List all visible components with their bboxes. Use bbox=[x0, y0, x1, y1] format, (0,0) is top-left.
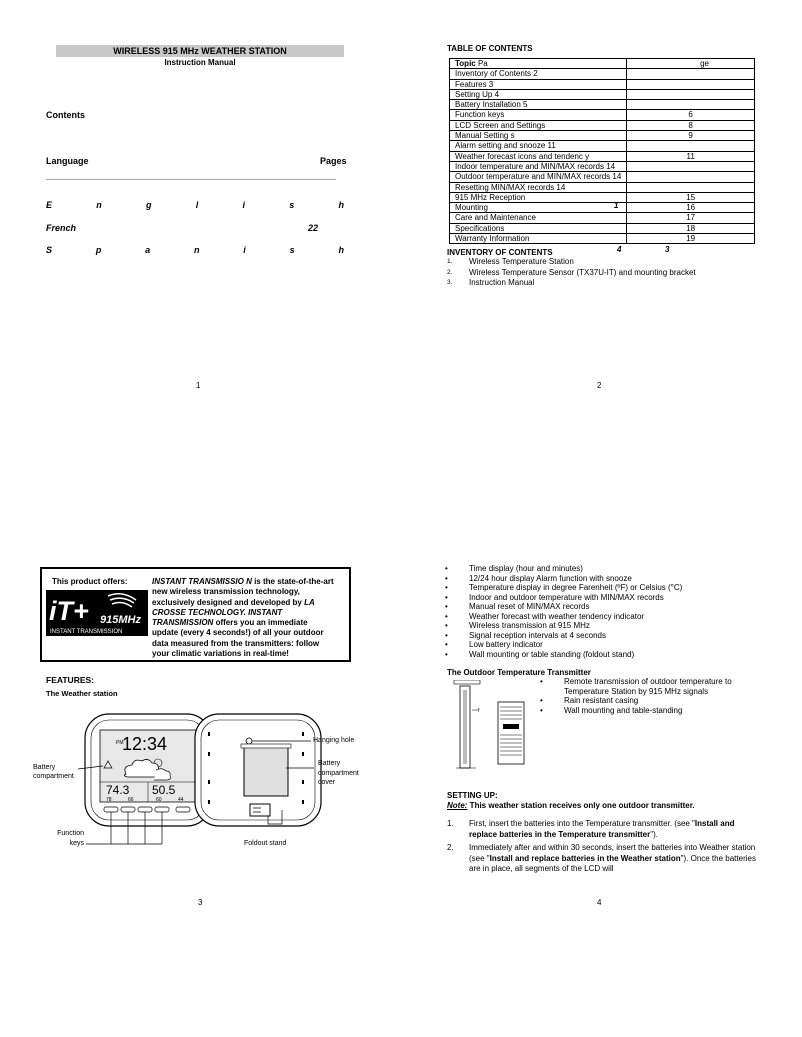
bullet-icon: • bbox=[445, 592, 448, 602]
toc-row bbox=[450, 182, 755, 192]
toc-row bbox=[450, 131, 755, 141]
function-key[interactable] bbox=[138, 807, 152, 812]
toc-topic: Indoor temperature and MIN/MAX records 14 bbox=[450, 161, 627, 171]
bullet-icon: • bbox=[540, 696, 543, 705]
letter: h bbox=[338, 200, 344, 210]
toc-topic: Function keys bbox=[450, 110, 627, 120]
english-row bbox=[46, 200, 344, 210]
step-item: 2. Immediately after and within 30 seconds, insert the batteries into Weather station (see "Install and replace batteries in the Weather station"). Once the batteries are in place, all segments of the LCD will bbox=[447, 843, 756, 873]
toc-page: 11 bbox=[627, 151, 755, 161]
toc-page: 18 bbox=[627, 223, 755, 233]
toc-header-row bbox=[450, 59, 755, 69]
manual-title: WIRELESS 915 MHz WEATHER STATION bbox=[56, 45, 344, 57]
bullet-icon: • bbox=[445, 630, 448, 640]
weather-station-title: The Weather station bbox=[46, 689, 118, 698]
list-item: • Remote transmission of outdoor temperature to Temperature Station by 915 MHz signals bbox=[540, 677, 732, 696]
label-hanging-hole: Hanging hole bbox=[313, 737, 355, 744]
letter: h bbox=[338, 245, 344, 255]
french-label: French bbox=[46, 223, 77, 233]
stray-number: 4 bbox=[617, 245, 622, 254]
bullet-icon: • bbox=[445, 640, 448, 649]
letter: s bbox=[289, 245, 295, 255]
lcd-min-indoor: 78 bbox=[106, 797, 112, 803]
toc-row bbox=[450, 79, 755, 89]
letter: i bbox=[242, 200, 245, 210]
toc-row bbox=[450, 161, 755, 171]
setting-steps bbox=[447, 819, 762, 875]
list-item: • Wireless transmission at 915 MHz bbox=[445, 621, 590, 630]
toc-row bbox=[450, 100, 755, 110]
stray-number: 3 bbox=[665, 245, 670, 254]
toc-head-page: ge bbox=[627, 59, 755, 69]
toc-topic: Manual Setting s bbox=[450, 131, 627, 141]
list-item: • Time display (hour and minutes) bbox=[445, 564, 583, 573]
contents-heading: Contents bbox=[46, 110, 85, 120]
toc-page bbox=[627, 89, 755, 99]
page-number-2: 2 bbox=[597, 381, 602, 390]
letter: n bbox=[96, 200, 102, 210]
toc-head-topic: Topic bbox=[455, 59, 476, 68]
list-item: 2. Wireless Temperature Sensor (TX37U-IT) and mounting bracket bbox=[447, 267, 696, 277]
toc-topic: Battery Installation 5 bbox=[450, 100, 627, 110]
toc-row bbox=[450, 89, 755, 99]
it-description: INSTANT TRANSMISSIO N is the state-of-the-art new wireless transmission technology, exclusively designed and developed by LA CROSSE TECHNOLOGY. INSTANT TRANSMISSION offers you an immediate update (every 4 seconds!) of all your outdoor data measured from the transmitters: follow your climatic variations in real-time! bbox=[152, 577, 334, 659]
inventory-list bbox=[447, 257, 696, 289]
features-title: FEATURES: bbox=[46, 675, 95, 685]
page-number-3: 3 bbox=[198, 898, 203, 907]
toc-table bbox=[449, 58, 755, 244]
function-key[interactable] bbox=[176, 807, 190, 812]
bullet-icon: • bbox=[445, 621, 448, 630]
letter: s bbox=[289, 200, 295, 210]
function-key[interactable] bbox=[121, 807, 135, 812]
spanish-row bbox=[46, 245, 344, 255]
foldout-stand bbox=[250, 804, 270, 816]
toc-row bbox=[450, 69, 755, 79]
offers-box bbox=[40, 567, 351, 662]
toc-head-topic-rest: Pa bbox=[475, 59, 488, 68]
toc-page bbox=[627, 141, 755, 151]
toc-row bbox=[450, 172, 755, 182]
toc-page bbox=[627, 79, 755, 89]
toc-row bbox=[450, 213, 755, 223]
note: Note: This weather station receives only one outdoor transmitter. bbox=[447, 801, 695, 810]
battery-compartment-cover bbox=[244, 746, 288, 796]
toc-topic: Setting Up 4 bbox=[450, 89, 627, 99]
lcd-min-outdoor: 60 bbox=[156, 797, 162, 803]
list-item: • 12/24 hour display Alarm function with snooze bbox=[445, 573, 632, 583]
toc-page bbox=[627, 100, 755, 110]
toc-topic: Resetting MIN/MAX records 14 bbox=[450, 182, 627, 192]
list-item: • Manual reset of MIN/MAX records bbox=[445, 602, 590, 611]
toc-row bbox=[450, 203, 755, 213]
toc-page bbox=[627, 182, 755, 192]
transmitter-front bbox=[498, 702, 524, 764]
outdoor-features-list bbox=[538, 677, 756, 715]
toc-page bbox=[627, 172, 755, 182]
toc-page: 15 bbox=[627, 192, 755, 202]
bullet-icon: • bbox=[445, 649, 448, 659]
toc-topic: Specifications bbox=[450, 223, 627, 233]
french-page: 22 bbox=[308, 223, 319, 233]
language-header: Language bbox=[46, 156, 89, 166]
bullet-icon: • bbox=[445, 564, 448, 573]
list-item: • Weather forecast with weather tendency indicator bbox=[445, 611, 645, 621]
label-foldout-stand: Foldout stand bbox=[244, 840, 287, 847]
divider bbox=[46, 179, 336, 180]
letter: S bbox=[46, 245, 53, 255]
toc-row bbox=[450, 192, 755, 202]
list-item: • Rain resistant casing bbox=[540, 696, 639, 705]
letter: E bbox=[46, 200, 53, 210]
toc-topic: Features 3 bbox=[450, 79, 627, 89]
page-number-4: 4 bbox=[597, 898, 602, 907]
letter: l bbox=[195, 200, 199, 210]
toc-topic: LCD Screen and Settings bbox=[450, 120, 627, 130]
lcd-temp-outdoor: 50.5 bbox=[152, 783, 176, 797]
logo-caption: INSTANT TRANSMISSION bbox=[50, 629, 123, 635]
letter: a bbox=[145, 245, 151, 255]
lcd-max-outdoor: 44 bbox=[178, 797, 184, 803]
toc-page: 19 bbox=[627, 234, 755, 244]
pages-header: Pages bbox=[320, 156, 347, 166]
function-key[interactable] bbox=[104, 807, 118, 812]
toc-page: 8 bbox=[627, 120, 755, 130]
letter: p bbox=[95, 245, 102, 255]
it-plus-logo bbox=[46, 590, 148, 636]
letter: n bbox=[193, 245, 200, 255]
label-battery-compartment-cover: Battery compartment cover bbox=[318, 760, 359, 786]
function-key[interactable] bbox=[155, 807, 169, 812]
toc-row bbox=[450, 223, 755, 233]
svg-text:f: f bbox=[478, 708, 480, 714]
toc-topic: Outdoor temperature and MIN/MAX records 14 bbox=[450, 172, 627, 182]
toc-row bbox=[450, 120, 755, 130]
toc-topic: Care and Maintenance bbox=[450, 213, 627, 223]
toc-row bbox=[450, 234, 755, 244]
logo-main: iT+ bbox=[49, 596, 89, 626]
page-number-1: 1 bbox=[196, 381, 201, 390]
outdoor-title: The Outdoor Temperature Transmitter bbox=[447, 668, 591, 677]
list-item: • Indoor and outdoor temperature with MIN/MAX records bbox=[445, 592, 664, 602]
toc-topic: Inventory of Contents 2 bbox=[450, 69, 627, 79]
stray-number: 1 bbox=[614, 201, 619, 210]
transmitter-diagram bbox=[450, 680, 550, 772]
step-item: 1. First, insert the batteries into the Temperature transmitter. (see "Install and replace batteries in the Temperature transmitter"). bbox=[447, 819, 735, 839]
list-item: • Wall mounting or table standing (foldout stand) bbox=[445, 649, 635, 659]
list-item: 3. Instruction Manual bbox=[447, 278, 535, 287]
features-list bbox=[443, 564, 682, 659]
letter: i bbox=[243, 245, 246, 255]
toc-topic: Mounting bbox=[450, 203, 627, 213]
toc-page bbox=[627, 69, 755, 79]
toc-title: TABLE OF CONTENTS bbox=[447, 44, 533, 53]
toc-page: 9 bbox=[627, 131, 755, 141]
toc-topic: Warranty Information bbox=[450, 234, 627, 244]
bullet-icon: • bbox=[540, 705, 543, 715]
bullet-icon: • bbox=[445, 583, 448, 592]
lcd-temp-indoor: 74.3 bbox=[106, 783, 130, 797]
bullet-icon: • bbox=[445, 611, 448, 621]
toc-page: 17 bbox=[627, 213, 755, 223]
toc-row bbox=[450, 141, 755, 151]
list-item: 1. Wireless Temperature Station bbox=[447, 257, 574, 266]
letter: g bbox=[145, 200, 152, 210]
toc-topic: 915 MHz Reception bbox=[450, 192, 627, 202]
svg-text:PM: PM bbox=[116, 740, 124, 746]
setting-up-title: SETTING UP: bbox=[447, 791, 498, 800]
bullet-icon: • bbox=[445, 602, 448, 611]
logo-freq: 915MHz bbox=[100, 614, 141, 626]
list-item: • Wall mounting and table-standing bbox=[540, 705, 683, 715]
toc-row bbox=[450, 110, 755, 120]
toc-page: 16 bbox=[627, 203, 755, 213]
list-item: • Signal reception intervals at 4 seconds bbox=[445, 630, 606, 640]
bullet-icon: • bbox=[445, 573, 448, 583]
toc-topic: Weather forecast icons and tendenc y bbox=[450, 151, 627, 161]
toc-row bbox=[450, 151, 755, 161]
toc-page bbox=[627, 161, 755, 171]
list-item: • Temperature display in degree Farenheit (ºF) or Celsius (°C) bbox=[445, 583, 683, 592]
lcd-time: 12:34 bbox=[122, 734, 168, 754]
manual-subtitle: Instruction Manual bbox=[164, 58, 236, 67]
bullet-icon: • bbox=[540, 677, 543, 686]
list-item: • Low battery indicator bbox=[445, 640, 543, 649]
label-battery-compartment: Battery compartment bbox=[33, 764, 74, 780]
toc-page: 6 bbox=[627, 110, 755, 120]
label-function-keys: Function keys bbox=[57, 830, 84, 847]
lcd-max-indoor: 66 bbox=[128, 797, 134, 803]
offers-label: This product offers: bbox=[52, 577, 128, 586]
toc-topic: Alarm setting and snooze 11 bbox=[450, 141, 627, 151]
inventory-title: INVENTORY OF CONTENTS bbox=[447, 248, 553, 257]
